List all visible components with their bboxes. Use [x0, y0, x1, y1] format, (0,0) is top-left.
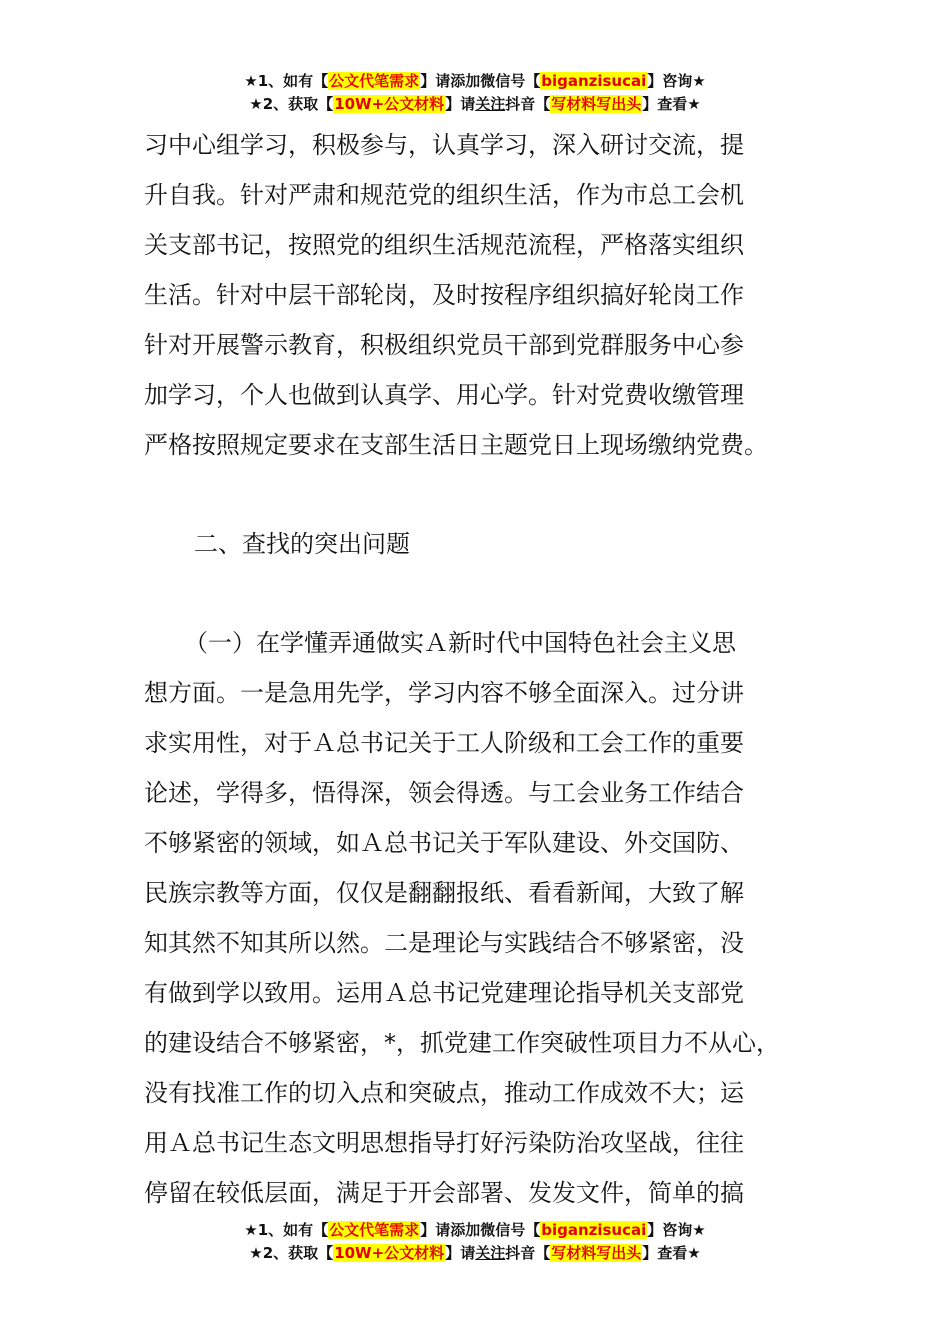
text-line: 习中心组学习，积极参与，认真学习，深入研讨交流，提 [144, 131, 744, 159]
text-line: 没有找准工作的切入点和突破点，推动工作成效不大；运 [144, 1079, 744, 1107]
banner-text: 】查看★ [642, 1244, 701, 1262]
text-line: 的建设结合不够紧密，*，抓党建工作突破性项目力不从心， [144, 1029, 780, 1057]
top-banner [0, 70, 950, 116]
banner-highlight: 公文代笔需求 [329, 1221, 420, 1239]
text-line: 停留在较低层面，满足于开会部署、发发文件，简单的搞 [144, 1179, 744, 1207]
text-line: （一）在学懂弄通做实Ａ新时代中国特色社会主义思 [184, 629, 736, 657]
banner-text: 抖音【 [505, 95, 551, 113]
text-line: 用Ａ总书记生态文明思想指导打好污染防治攻坚战，往往 [144, 1129, 744, 1157]
banner-text: 抖音【 [505, 1244, 551, 1262]
text-line: 升自我。针对严肃和规范党的组织生活，作为市总工会机 [144, 181, 744, 209]
banner-line-1 [0, 70, 950, 93]
text-line: 关支部书记，按照党的组织生活规范流程，严格落实组织 [144, 231, 744, 259]
document-body [144, 120, 844, 1218]
text-line: 严格按照规定要求在支部生活日主题党日上现场缴纳党费。 [144, 431, 768, 459]
text-line: 知其然不知其所以然。二是理论与实践结合不够紧密，没 [144, 929, 744, 957]
banner-text: 】查看★ [642, 95, 701, 113]
banner-highlight: biganzisucai [541, 72, 647, 90]
banner-text: 】请 [445, 1244, 476, 1262]
banner-line-1 [0, 1219, 950, 1242]
banner-underlined-text: 关注 [475, 1244, 506, 1262]
text-line: 针对开展警示教育，积极组织党员干部到党群服务中心参 [144, 331, 744, 359]
text-line: 加学习，个人也做到认真学、用心学。针对党费收缴管理 [144, 381, 744, 409]
banner-text: 】咨询★ [647, 1221, 706, 1239]
text-line: 有做到学以致用。运用Ａ总书记党建理论指导机关支部党 [144, 979, 744, 1007]
text-line: 民族宗教等方面，仅仅是翻翻报纸、看看新闻，大致了解 [144, 879, 744, 907]
banner-text: 】请 [445, 95, 476, 113]
banner-line-2 [0, 1242, 950, 1265]
banner-underlined-text: 关注 [475, 95, 506, 113]
banner-line-2 [0, 93, 950, 116]
banner-highlight: 10W+公文材料 [334, 1244, 445, 1262]
text-line: 不够紧密的领域，如Ａ总书记关于军队建设、外交国防、 [144, 829, 744, 857]
banner-text: ★2、获取【 [249, 95, 334, 113]
banner-text: ★1、如有【 [244, 72, 329, 90]
banner-highlight: 写材料写出头 [551, 1244, 642, 1262]
banner-highlight: biganzisucai [541, 1221, 647, 1239]
spacer [144, 470, 844, 519]
banner-highlight: 公文代笔需求 [329, 72, 420, 90]
banner-text: ★2、获取【 [249, 1244, 334, 1262]
banner-text: 】请添加微信号【 [420, 1221, 541, 1239]
section-heading: 二、查找的突出问题 [194, 530, 410, 558]
banner-text: 】咨询★ [647, 72, 706, 90]
bottom-banner [0, 1219, 950, 1265]
banner-highlight: 写材料写出头 [551, 95, 642, 113]
banner-text: ★1、如有【 [244, 1221, 329, 1239]
text-line: 求实用性，对于Ａ总书记关于工人阶级和工会工作的重要 [144, 729, 744, 757]
text-line: 想方面。一是急用先学，学习内容不够全面深入。过分讲 [144, 679, 744, 707]
text-line: 论述，学得多，悟得深，领会得透。与工会业务工作结合 [144, 779, 744, 807]
spacer [144, 569, 844, 618]
banner-highlight: 10W+公文材料 [334, 95, 445, 113]
banner-text: 】请添加微信号【 [420, 72, 541, 90]
paragraph-1 [144, 120, 844, 470]
text-line: 生活。针对中层干部轮岗，及时按程序组织搞好轮岗工作 [144, 281, 744, 309]
paragraph-2 [144, 618, 844, 1218]
